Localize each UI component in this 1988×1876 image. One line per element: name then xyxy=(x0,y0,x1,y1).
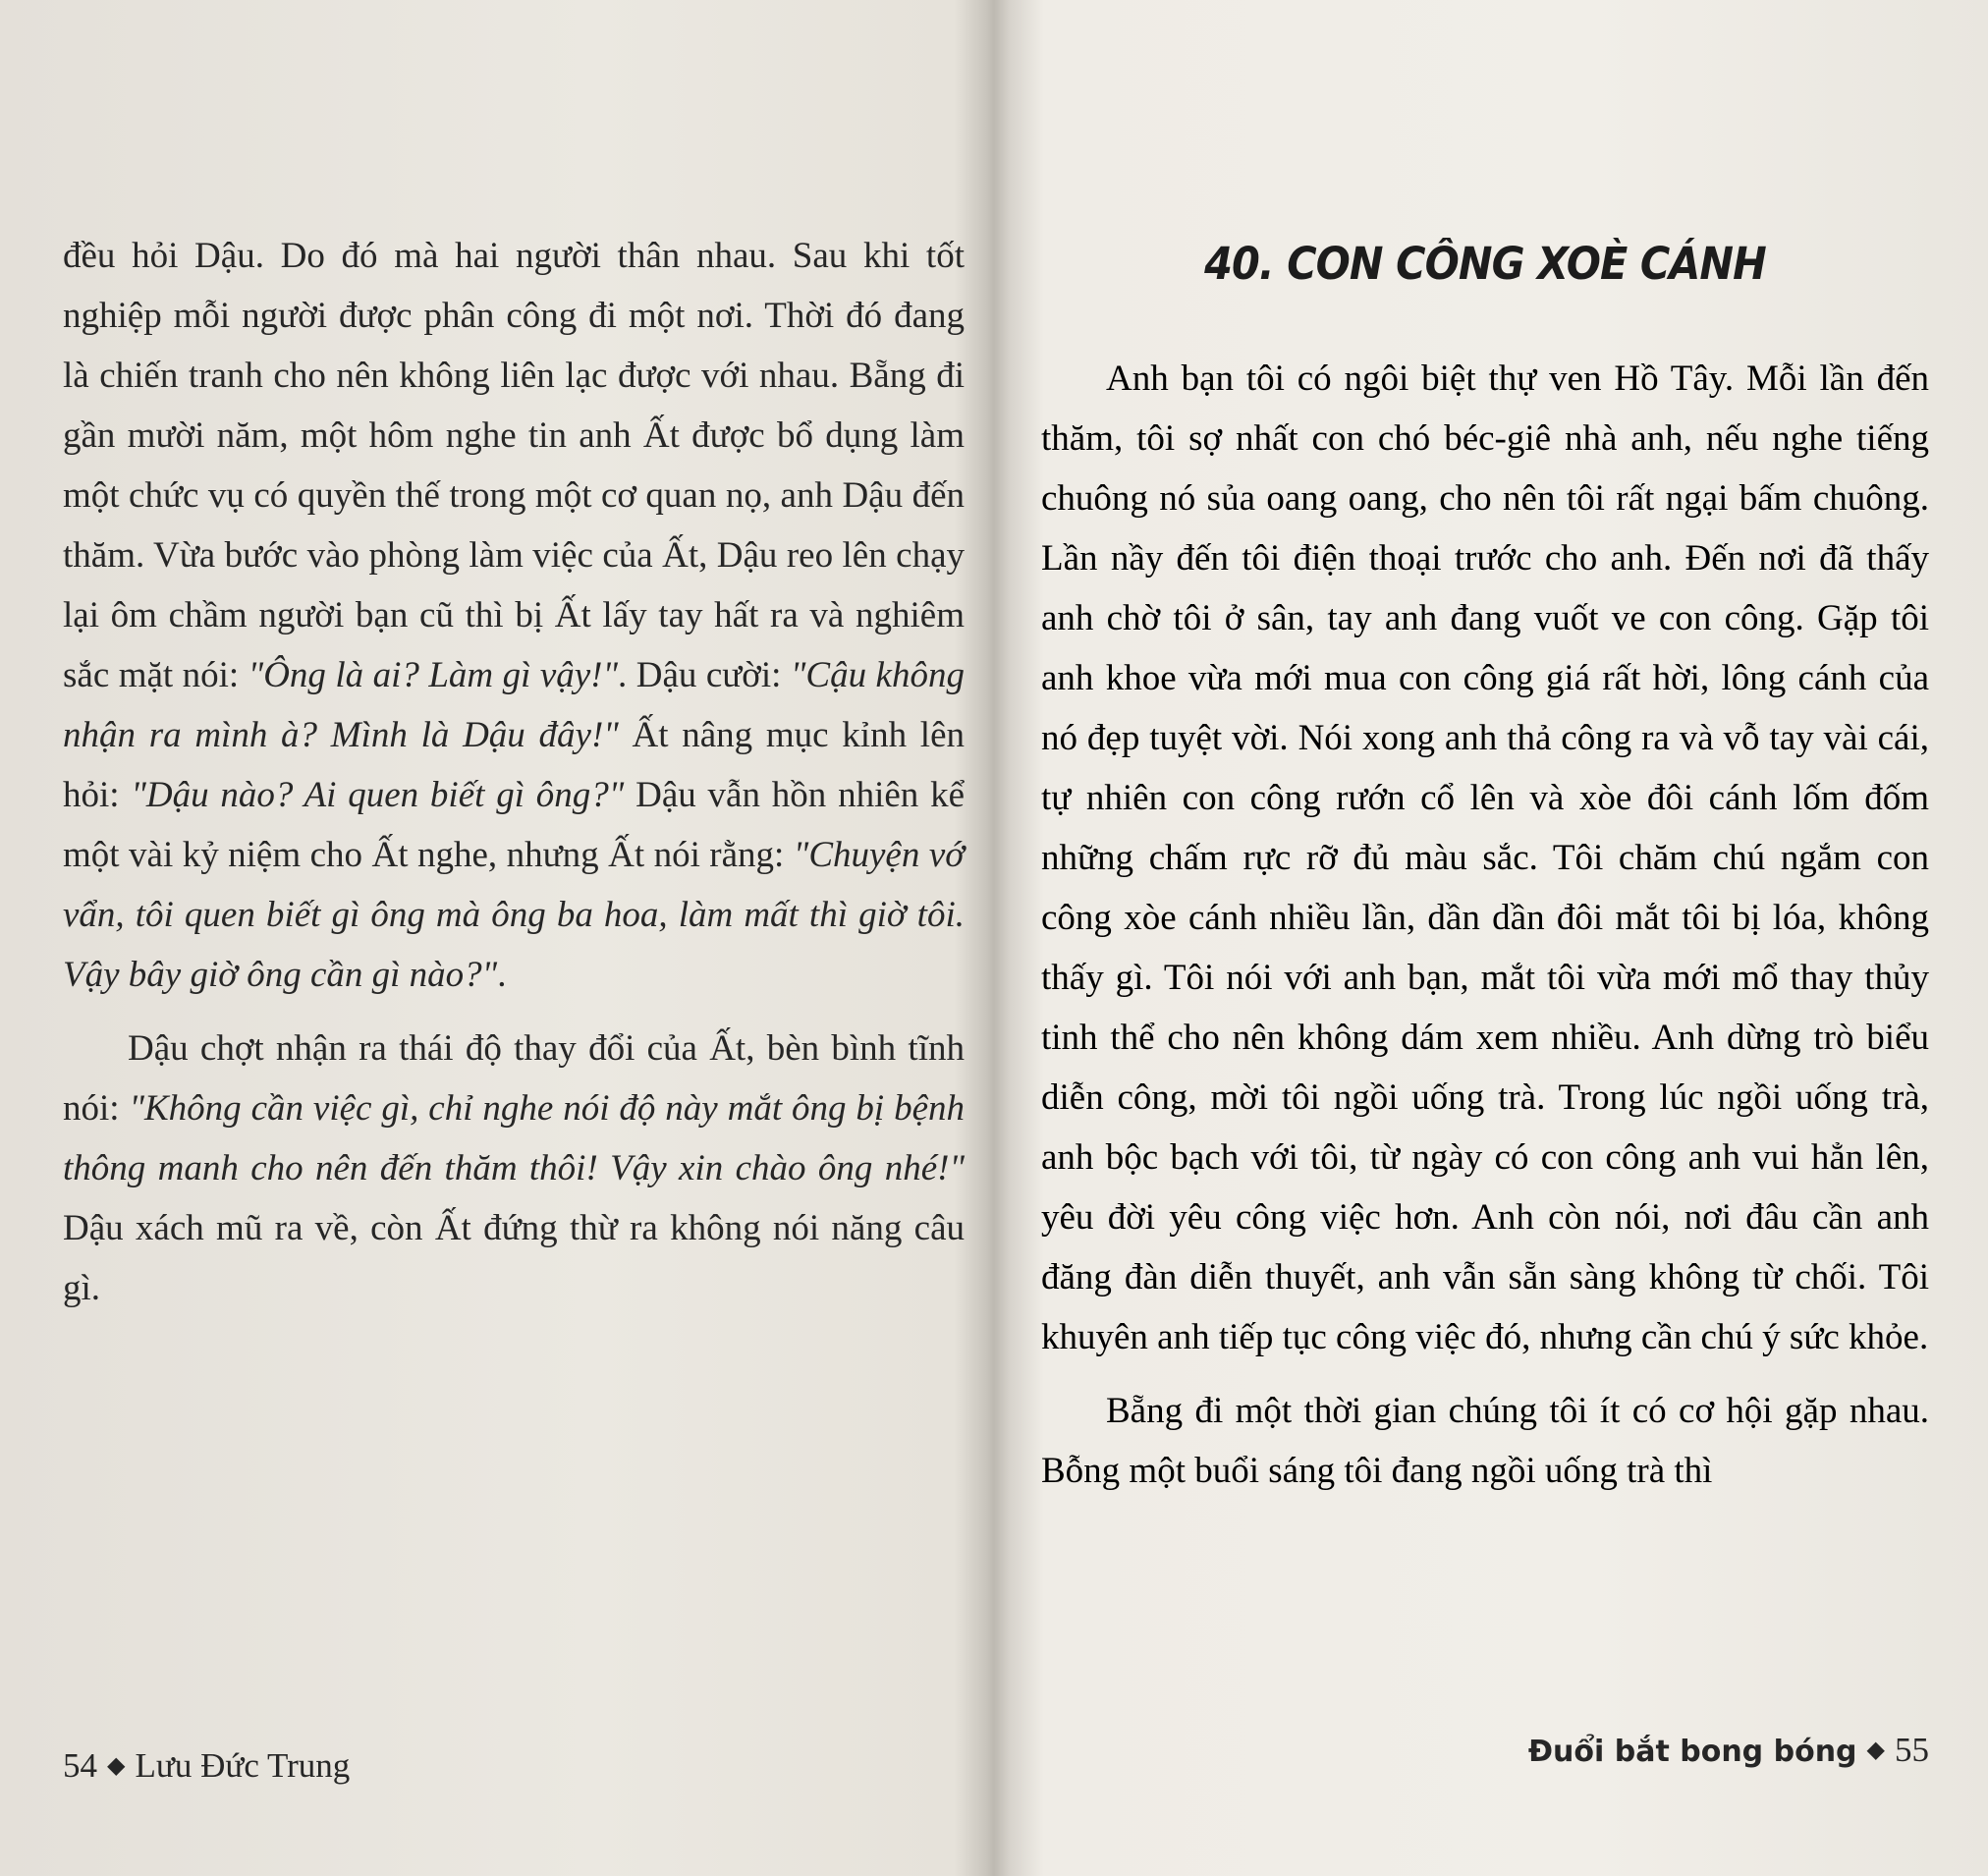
right-page-number: 55 xyxy=(1895,1731,1929,1769)
right-paragraph-2: Bẵng đi một thời gian chúng tôi ít có cơ hội gặp nhau. Bỗng một buổi sáng tôi đang ngồi uống trà thì xyxy=(1041,1391,1929,1491)
book-title: Đuổi bắt bong bóng xyxy=(1527,1735,1857,1769)
quoted-speech: "Ông là ai? Làm gì vậy!" xyxy=(248,655,619,695)
author-name: Lưu Đức Trung xyxy=(135,1746,351,1785)
right-page-footer xyxy=(1528,1731,1929,1770)
left-page xyxy=(0,0,982,1876)
narrative-text: . xyxy=(497,955,507,995)
left-page-body xyxy=(63,226,965,1318)
diamond-separator-icon: ◆ xyxy=(1866,1738,1885,1763)
left-paragraph-2 xyxy=(63,1019,965,1318)
left-paragraph-1 xyxy=(63,226,965,1005)
quoted-speech: "Dậu nào? Ai quen biết gì ông?" xyxy=(131,775,625,815)
left-page-footer xyxy=(63,1746,350,1786)
narrative-text: . Dậu cười: xyxy=(618,655,791,695)
narrative-text: Dậu xách mũ ra về, còn Ất đứng thừ ra không nói năng câu gì. xyxy=(63,1208,965,1308)
narrative-text: đều hỏi Dậu. Do đó mà hai người thân nhau. Sau khi tốt nghiệp mỗi người được phân công đi một nơi. Thời đó đang là chiến tranh cho nên không liên lạc được với nhau. Bẵng đi gần mười năm, một hôm nghe tin anh Ất được bổ dụng làm một chức vụ có quyền thế trong một cơ quan nọ, anh Dậu đến thăm. Vừa bước vào phòng làm việc của Ất, Dậu reo lên chạy lại ôm chầm người bạn cũ thì bị Ất lấy tay hất ra và nghiêm sắc mặt nói: xyxy=(63,236,965,695)
narrative-text: Dậu chợt nhận ra thái độ thay đổi của Ất, bèn bình tĩnh nói: xyxy=(63,1028,965,1129)
narrative-text: Ất nâng mục kỉnh lên hỏi: xyxy=(63,715,966,815)
quoted-speech: "Chuyện vớ vẩn, tôi quen biết gì ông mà ông ba hoa, làm mất thì giờ tôi. Vậy bây giờ ông cần gì nào?" xyxy=(63,835,965,995)
left-page-number: 54 xyxy=(63,1746,97,1785)
chapter-title: 40. CON CÔNG XOÈ CÁNH xyxy=(1204,238,1766,290)
right-page-body xyxy=(1041,349,1929,1501)
right-paragraph-1: Anh bạn tôi có ngôi biệt thự ven Hồ Tây. Mỗi lần đến thăm, tôi sợ nhất con chó béc-giê nhà anh, nếu nghe tiếng chuông nó sủa oang oang, cho nên tôi rất ngại bấm chuông. Lần nầy đến tôi điện thoại trước cho anh. Đến nơi đã thấy anh chờ tôi ở sân, tay anh đang vuốt ve con công. Gặp tôi anh khoe vừa mới mua con công giá rất hời, lông cánh của nó đẹp tuyệt vời. Nói xong anh thả công ra và vỗ tay vài cái, tự nhiên con công rướn cổ lên và xòe đôi cánh lốm đốm những chấm rực rỡ đủ màu sắc. Tôi chăm chú ngắm con công xòe cánh nhiều lần, dần dần đôi mắt tôi bị lóa, không thấy gì. Tôi nói với anh bạn, mắt tôi vừa mới mổ thay thủy tinh thể cho nên không dám xem nhiều. Anh dừng trò biểu diễn công, mời tôi ngồi uống trà. Trong lúc ngồi uống trà, anh bộc bạch với tôi, từ ngày có con công anh vui hẳn lên, yêu đời yêu công việc hơn. Anh còn nói, nơi đâu cần anh đăng đàn diễn thuyết, anh vẫn sẵn sàng không từ chối. Tôi khuyên anh tiếp tục công việc đó, nhưng cần chú ý sức khỏe. xyxy=(1041,359,1929,1357)
narrative-text: Dậu vẫn hồn nhiên kể một vài kỷ niệm cho Ất nghe, nhưng Ất nói rằng: xyxy=(63,775,965,875)
quoted-speech: "Cậu không nhận ra mình à? Mình là Dậu đây!" xyxy=(63,655,965,755)
diamond-separator-icon: ◆ xyxy=(107,1753,126,1779)
quoted-speech: "Không cần việc gì, chỉ nghe nói độ này mắt ông bị bệnh thông manh cho nên đến thăm thôi! Vậy xin chào ông nhé!" xyxy=(63,1088,966,1188)
